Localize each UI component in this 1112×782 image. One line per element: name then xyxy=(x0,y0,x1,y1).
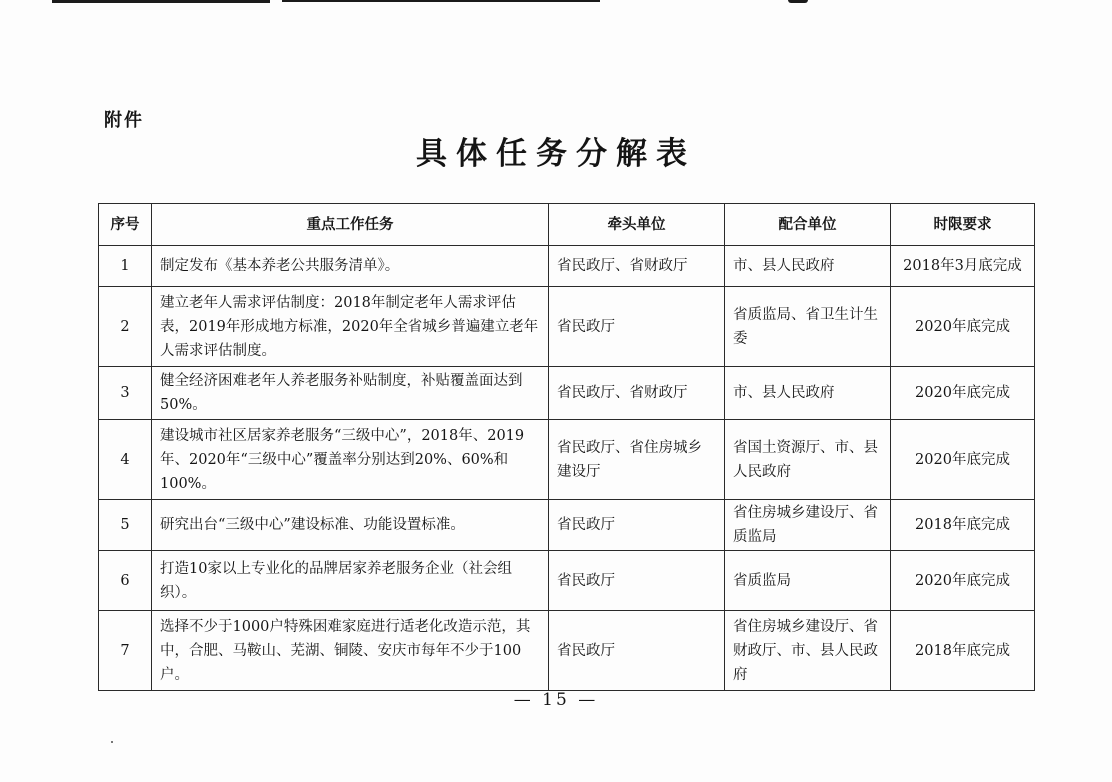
page-number: — 15 — xyxy=(513,690,599,710)
row-lead-unit: 省民政厅 xyxy=(549,500,725,551)
scan-edge-mark-middle xyxy=(282,0,600,2)
header-index: 序号 xyxy=(99,204,152,246)
row-index: 7 xyxy=(99,611,152,691)
row-task: 制定发布《基本养老公共服务清单》。 xyxy=(152,246,549,287)
row-index: 6 xyxy=(99,551,152,611)
row-coop-unit: 省住房城乡建设厅、省财政厅、市、县人民政府 xyxy=(725,611,891,691)
row-lead-unit: 省民政厅、省财政厅 xyxy=(549,246,725,287)
row-task: 健全经济困难老年人养老服务补贴制度，补贴覆盖面达到50%。 xyxy=(152,367,549,420)
row-deadline: 2018年底完成 xyxy=(891,611,1035,691)
table-header-row xyxy=(99,204,1035,246)
row-index: 2 xyxy=(99,287,152,367)
row-coop-unit: 市、县人民政府 xyxy=(725,367,891,420)
row-deadline: 2020年底完成 xyxy=(891,287,1035,367)
row-coop-unit: 市、县人民政府 xyxy=(725,246,891,287)
row-index: 1 xyxy=(99,246,152,287)
row-coop-unit: 省国土资源厅、市、县人民政府 xyxy=(725,420,891,500)
row-deadline: 2020年底完成 xyxy=(891,551,1035,611)
header-deadline: 时限要求 xyxy=(891,204,1035,246)
row-task: 打造10家以上专业化的品牌居家养老服务企业（社会组织）。 xyxy=(152,551,549,611)
scan-edge-mark-right xyxy=(788,0,808,3)
table-row xyxy=(99,500,1035,551)
scan-speck xyxy=(111,741,113,743)
header-task: 重点工作任务 xyxy=(152,204,549,246)
table-row xyxy=(99,611,1035,691)
row-deadline: 2018年底完成 xyxy=(891,500,1035,551)
row-lead-unit: 省民政厅 xyxy=(549,551,725,611)
header-lead-unit: 牵头单位 xyxy=(549,204,725,246)
document-title: 具体任务分解表 xyxy=(416,136,696,172)
table-row xyxy=(99,287,1035,367)
row-task: 研究出台“三级中心”建设标准、功能设置标准。 xyxy=(152,500,549,551)
row-lead-unit: 省民政厅、省住房城乡建设厅 xyxy=(549,420,725,500)
annex-label: 附件 xyxy=(104,110,144,131)
row-task: 建设城市社区居家养老服务“三级中心”，2018年、2019年、2020年“三级中心”覆盖率分别达到20%、60%和100%。 xyxy=(152,420,549,500)
row-index: 5 xyxy=(99,500,152,551)
row-coop-unit: 省质监局 xyxy=(725,551,891,611)
row-lead-unit: 省民政厅、省财政厅 xyxy=(549,367,725,420)
row-coop-unit: 省住房城乡建设厅、省质监局 xyxy=(725,500,891,551)
row-lead-unit: 省民政厅 xyxy=(549,611,725,691)
row-index: 4 xyxy=(99,420,152,500)
table-row xyxy=(99,420,1035,500)
row-task: 建立老年人需求评估制度：2018年制定老年人需求评估表，2019年形成地方标准，2020年全省城乡普遍建立老年人需求评估制度。 xyxy=(152,287,549,367)
row-deadline: 2018年3月底完成 xyxy=(891,246,1035,287)
row-deadline: 2020年底完成 xyxy=(891,367,1035,420)
row-coop-unit: 省质监局、省卫生计生委 xyxy=(725,287,891,367)
table-row xyxy=(99,551,1035,611)
scan-edge-mark-left xyxy=(52,0,270,3)
header-coop-unit: 配合单位 xyxy=(725,204,891,246)
table-row xyxy=(99,246,1035,287)
row-index: 3 xyxy=(99,367,152,420)
row-lead-unit: 省民政厅 xyxy=(549,287,725,367)
row-deadline: 2020年底完成 xyxy=(891,420,1035,500)
task-breakdown-table xyxy=(98,203,1035,691)
row-task: 选择不少于1000户特殊困难家庭进行适老化改造示范，其中，合肥、马鞍山、芜湖、铜陵、安庆市每年不少于100户。 xyxy=(152,611,549,691)
table-row xyxy=(99,367,1035,420)
